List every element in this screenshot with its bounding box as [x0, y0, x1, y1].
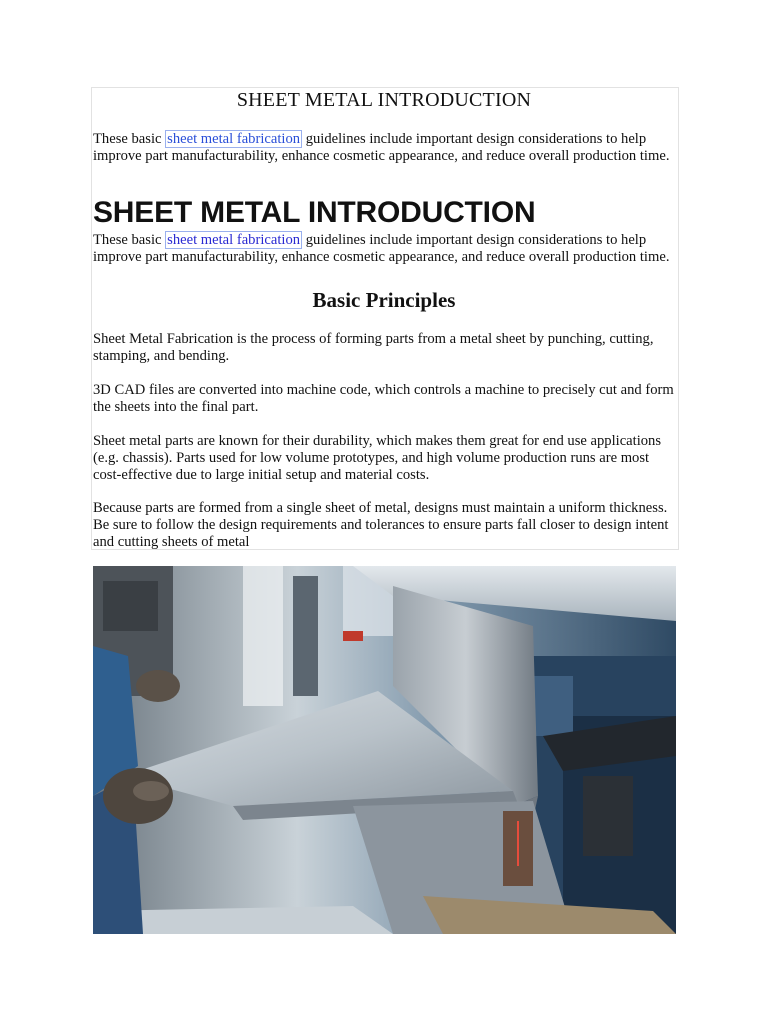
intro-text-after: guidelines include important design considerations to help improve part manufacturability, enhance cosmetic appearance, and reduce overall production time. [93, 232, 670, 265]
intro-text-before: These basic [93, 131, 166, 147]
intro-text-before: These basic [93, 232, 166, 248]
intro-paragraph-2 [93, 232, 679, 266]
intro-paragraph-1 [93, 131, 679, 165]
principles-paragraph-2: 3D CAD files are converted into machine code, which controls a machine to precisely cut and form the sheets into the final part. [93, 382, 674, 415]
page-title: SHEET METAL INTRODUCTION [236, 89, 532, 111]
intro-text-after: guidelines include important design considerations to help improve part manufacturability, enhance cosmetic appearance, and reduce overall production time. [93, 131, 670, 164]
sheet-metal-fabrication-link[interactable]: sheet metal fabrication [167, 232, 301, 248]
principles-paragraph-3: Sheet metal parts are known for their durability, which makes them great for end use applications (e.g. chassis). Parts used for low volume prototypes, and high volume production runs are most cost-effective due to large initial setup and material costs. [93, 433, 662, 483]
principles-paragraph-4: Because parts are formed from a single sheet of metal, designs must maintain a uniform thickness. Be sure to follow the design requirements and tolerances to ensure parts fall closer to design intent and cutting sheets of metal [93, 500, 669, 550]
section-title: SHEET METAL INTRODUCTION [93, 196, 536, 229]
basic-principles-heading: Basic Principles [312, 288, 456, 312]
sheet-metal-fabrication-link[interactable]: sheet metal fabrication [167, 131, 301, 147]
principles-paragraph-1: Sheet Metal Fabrication is the process of forming parts from a metal sheet by punching, cutting, stamping, and bending. [93, 331, 654, 364]
press-brake-photo [93, 566, 676, 934]
